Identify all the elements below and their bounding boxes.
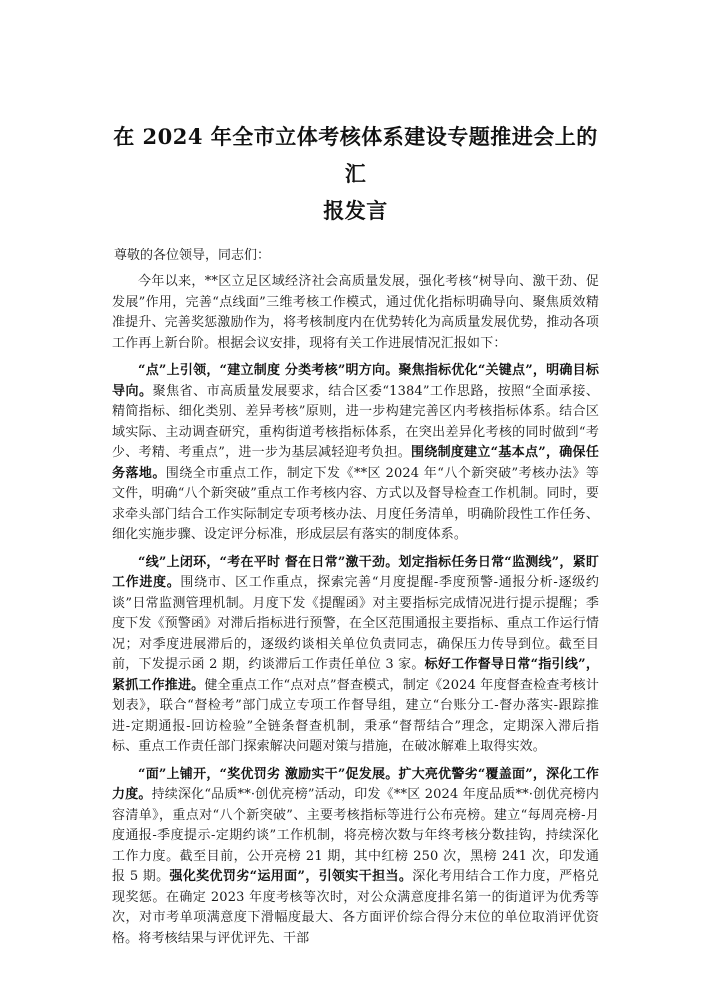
section-2-text-2: 健全重点工作“点对点”督查模式，制定《2024 年度督查检查考核计划表》，联合“督检考”部门成立专项工作督导组，建立“台账分工-督办落实-跟踪推进-定期通报-回访检验”全链条督查机制，秉承“督帮结合”理念，定期深入滞后指标、重点工作责任部门探索解决问题对策与措施，在破冰解难上取得实效。 bbox=[112, 677, 599, 754]
intro-paragraph: 今年以来，**区立足区域经济社会高质量发展，强化考核“树导向、激干劲、促发展”作用，完善“点线面”三维考核工作模式，通过优化指标明确导向、聚焦质效精准提升、完善奖惩激励作为，将考核制度内在优势转化为高质量发展优势，推动各项工作再上新台阶。根据会议安排，现将有关工作进展情况汇报如下： bbox=[112, 274, 599, 351]
section-2-subheading: 标好工作督导日常“指引线”，紧抓工作推进。 bbox=[112, 657, 600, 693]
section-3-text-1: 持续深化“品质**·创优亮榜”活动，印发《**区 2024 年度品质**·创优亮榜内容清单》，重点对“八个新突破”、主要考核指标等进行公布亮榜。建立“每周亮榜-月度通报-季度提示-定期约谈”工作机制，将亮榜次数与年终考核分数挂钩，持续深化工作力度。截至目前，公开亮榜 21 期，其中红榜 250 次，黑榜 241 次，印发通报 5 期。 bbox=[112, 787, 599, 884]
section-3-subheading: 强化奖优罚劣“运用面”，引领实干担当。 bbox=[169, 869, 413, 884]
section-2-heading: “线”上闭环，“考在平时 督在日常”激干劲。划定指标任务日常“监测线”，紧盯工作进度。 bbox=[112, 554, 599, 590]
section-3-paragraph bbox=[112, 765, 599, 950]
section-1-text-1: 聚焦省、市高质量发展要求，结合区委“1384”工作思路，按照“全面承接、精简指标、细化类别、差异考核”原则，进一步构建完善区内考核指标体系。结合区域实际、主动调查研究，重构街道考核指标体系，在突出差异化考核的同时做到“考少、考精、考重点”，进一步为基层减轻迎考负担。 bbox=[112, 383, 599, 460]
section-3-heading: “面”上铺开，“奖优罚劣 激励实干”促发展。扩大亮优警劣“覆盖面”，深化工作力度。 bbox=[112, 766, 599, 802]
section-1-subheading: 围绕制度建立“基本点”，确保任务落地。 bbox=[112, 445, 599, 481]
section-2-paragraph bbox=[112, 553, 599, 758]
section-1-text-2: 围绕全市重点工作，制定下发《**区 2024 年“八个新突破”考核办法》等文件，明确“八个新突破”重点工作考核内容、方式以及督导检查工作机制。同时，要求牵头部门结合工作实际制定专项考核办法、月度任务清单，明确阶段性工作任务、细化实施步骤、设定评分标准，形成层层有落实的制度体系。 bbox=[112, 465, 599, 542]
greeting: 尊敬的各位领导，同志们： bbox=[114, 248, 271, 263]
section-3-text-2: 深化考用结合工作力度，严格兑现奖惩。在确定 2023 年度考核等次时，对公众满意度排名第一的街道评为优秀等次，对市考单项满意度下滑幅度最大、各方面评价综合得分末位的单位取消评优资格。将考核结果与评优评先、干部 bbox=[112, 869, 599, 946]
section-1-paragraph bbox=[112, 361, 599, 546]
title-line-2: 报发言 bbox=[323, 198, 388, 223]
title-line-1: 在 2024 年全市立体考核体系建设专题推进会上的汇 bbox=[113, 124, 598, 186]
section-2-text-1: 围绕市、区工作重点，探索完善“月度提醒-季度预警-通报分析-逐级约谈”日常监测管理机制。月度下发《提醒函》对主要指标完成情况进行提示提醒；季度下发《预警函》对滞后指标进行预警，在全区范围通报主要指标、重点工作运行情况；对季度进展滞后的，逐级约谈相关单位负责同志，确保压力传导到位。截至目前，下发提示函 2 期，约谈滞后工作责任单位 3 家。 bbox=[112, 575, 599, 672]
document-title bbox=[112, 118, 599, 229]
section-1-heading: “点”上引领，“建立制度 分类考核”明方向。聚焦指标优化“关键点”，明确目标导向。 bbox=[112, 363, 599, 399]
